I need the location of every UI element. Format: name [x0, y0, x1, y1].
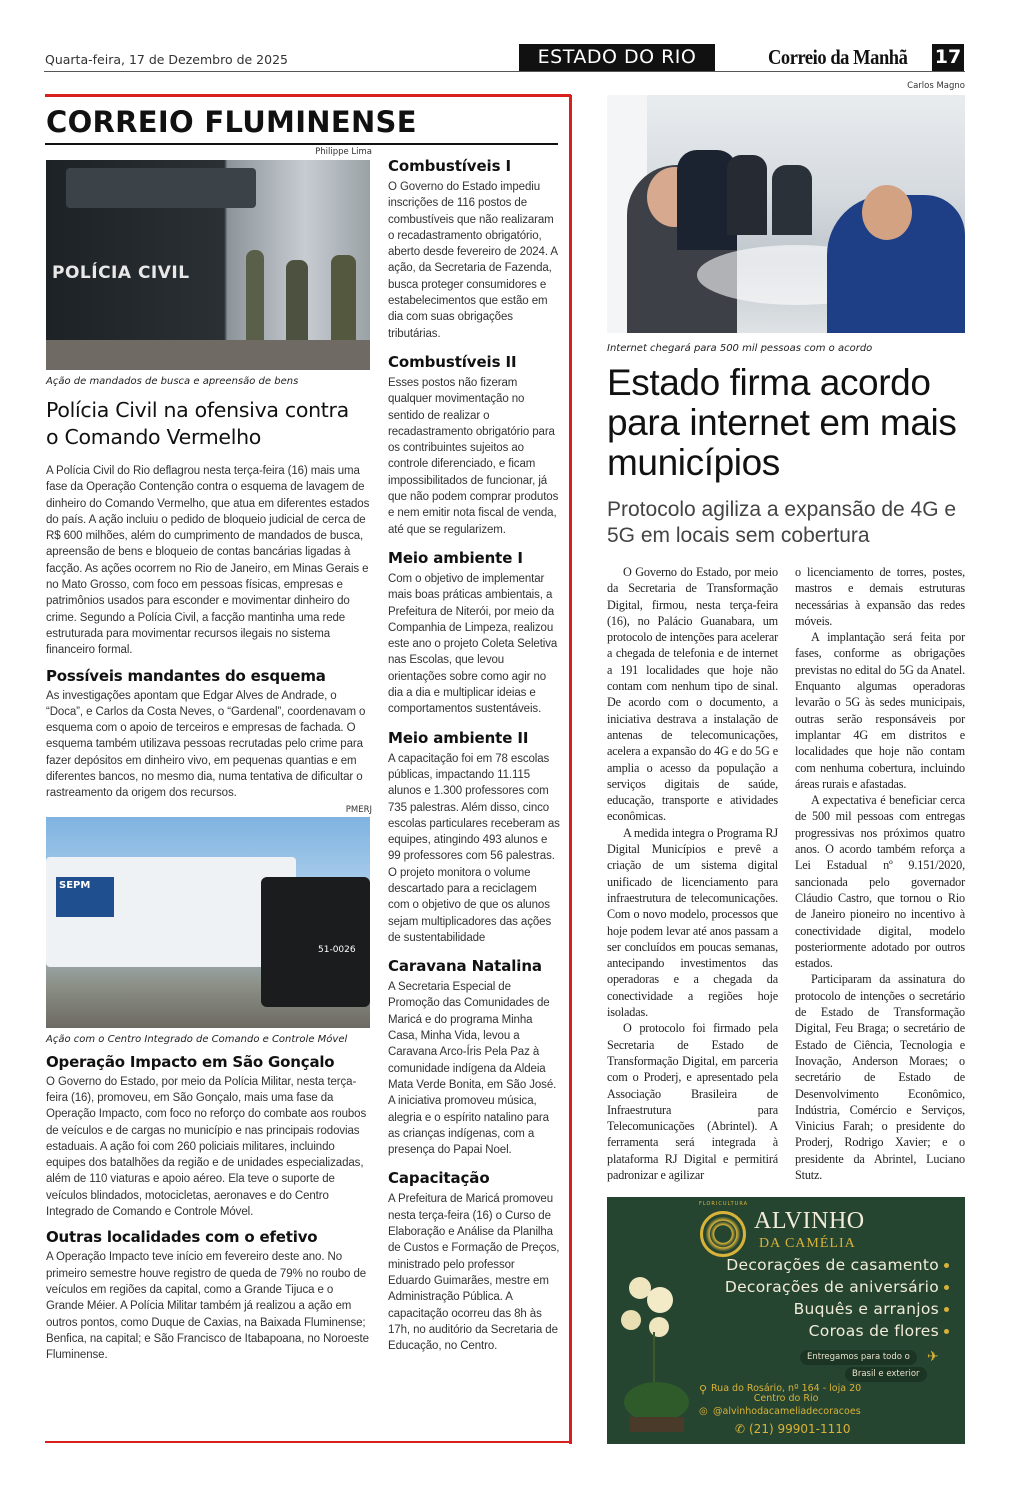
page-number: 17	[932, 44, 964, 71]
note-item	[388, 549, 560, 718]
note-text: Esses postos não fizeram qualquer movimentação no sentido de realizar o recadastramento obrigatório para os contribuintes sujeitos ao controle diferenciado, e ficam impossibilitados de funcionar, já que não podem comprar produtos e nem emitir nota fiscal de venda, até que se regularizem.	[388, 376, 559, 536]
paragraph: Participaram da assinatura do protocolo de intenções o secretário de Estado de Transformação Digital, Feu Braga; o secretário de Estado de Ciência, Tecnologia e Inovação, Anderson Moraes; o secretário de Estado de Desenvolvimento Econômico, Indústria, Comércio e Serviços, Vinicius Farah; o presidente do Proderj, Rodrigo Xavier; e o presidente da Abrintel, Luciano Stutz.	[795, 972, 965, 1182]
note-title: Capacitação	[388, 1169, 490, 1188]
left-column	[46, 147, 372, 1363]
service-label: Decorações de casamento	[726, 1256, 939, 1274]
truck-plate: 51-0026	[318, 944, 356, 955]
note-item	[388, 157, 560, 342]
note-title: Meio ambiente I	[388, 548, 523, 567]
paragraph: o licenciamento de torres, postes, mastros e demais estruturas necessárias à expansão das redes móveis.	[795, 565, 965, 628]
ad-service	[809, 1322, 949, 1341]
paragraph: O protocolo foi firmado pela Secretaria de Estado de Transformação Digital, em parceria com o Proderj, e apresentado pela Associação Brasileira de Infraestrutura para Telecomunicações (Abrintel). A ferramenta será integrada à plataforma RJ Digital e permitirá padronizar e agilizar	[607, 1021, 778, 1182]
newspaper-logo: Correio da Manhã	[768, 45, 908, 69]
ad-service	[794, 1300, 949, 1319]
article-body: A Polícia Civil do Rio deflagrou nesta terça-feira (16) mais uma fase da Operação Contenção contra o esquema de lavagem de dinheiro do Comando Vermelho, que atua em diferentes estados do país. A ação incluiu o pedido de bloqueio judicial de cerca de R$ 600 milhões, além do cumprimento de mandados de busca, apreensão de bens e bloqueio de contas bancárias ligadas à facção. As ações ocorrem no Rio de Janeiro, em Minas Gerais e no Mato Grosso, com foco em pessoas físicas, empresas e patrimônios usados para esconder e movimentar dinheiro do crime. Segundo a Polícia Civil, a facção mantinha uma rede estruturada para movimentar recursos ilegais no sistema financeiro formal.	[46, 465, 370, 657]
photo-credit: Carlos Magno	[907, 81, 965, 91]
article-deck: Protocolo agiliza a expansão de 4G e 5G em locais sem cobertura	[607, 498, 957, 547]
delivery-icon: ✈	[927, 1349, 939, 1365]
whatsapp-icon: ✆	[735, 1422, 746, 1436]
photo-credit: Philippe Lima	[315, 147, 372, 157]
note-title: Caravana Natalina	[388, 957, 542, 976]
photo-meeting	[607, 95, 965, 333]
section-title: CORREIO FLUMINENSE	[46, 105, 417, 139]
note-title: Combustíveis II	[388, 352, 517, 371]
article-headline: Estado firma acordo para internet em mais municípios	[607, 362, 957, 483]
note-text: A capacitação foi em 78 escolas públicas, impactando 11.115 alunos e 1.300 professores com 735 palestras. Além disso, cinco escolas particulares receberam as equipes, atingindo 493 alunos e 99 professores com 56 palestras. O projeto monitora o volume descartado para a reciclagem com o objetivo de que os alunos sejam multiplicadores das ações de sustentabilidade	[388, 752, 560, 944]
note-text: A Prefeitura de Maricá promoveu nesta terça-feira (16) o Curso de Elaboração e Análise da Planilha de Custos e Formação de Preços, ministrado pelo professor Eduardo Guimarães, mestre em Administração Pública. A capacitação ocorreu das 8h às 17h, no auditório da Secretaria de Educação, no Centro.	[388, 1193, 560, 1353]
service-label: Coroas de flores	[808, 1322, 939, 1340]
note-title: Combustíveis I	[388, 157, 512, 175]
paragraph: A expectativa é beneficiar cerca de 500 mil pessoas com entregas progressivas nos próximos quatro anos. O acordo também reforça a Lei Estadual nº 9.151/2020, sancionada pelo governador Cláudio Castro, que tornou o Rio de Janeiro pioneiro no incentivo à conectividade digital, modelo posteriormente adotado por outros estados.	[795, 793, 965, 971]
delivery-text: Brasil e exterior	[845, 1367, 927, 1382]
note-item	[388, 1169, 560, 1354]
article-column-1	[607, 564, 778, 1183]
address-line: Rua do Rosário, nº 164 - loja 20	[711, 1383, 862, 1394]
location-pin-icon: ⚲	[699, 1383, 708, 1396]
article-column-2	[795, 564, 965, 1183]
article-body: A Operação Impacto teve início em fevereiro deste ano. No primeiro semestre houve registro de queda de 79% no roubo de veículos em regiões da capital, como a Grande Tijuca e o Grande Méier. A Polícia Militar também já realizou a ação em outros pontos, como Duque de Caxias, na Baixada Fluminense; Benfica, na capital; e São Francisco de Itabapoana, no Noroeste Fluminense.	[46, 1251, 369, 1362]
notes-column	[388, 157, 560, 1365]
note-text: A Secretaria Especial de Promoção das Comunidades de Maricá e do programa Minha Casa, Minha Vida, levou a Caravana Arco-Íris Pela Paz à comunidade indígena da Aldeia Mata Verde Bonita, em São José. A iniciativa promoveu música, alegria e o espírito natalino para as crianças indígenas, com a presença do Papai Noel.	[388, 981, 557, 1157]
section-label: ESTADO DO RIO	[519, 44, 715, 71]
ad-brand-sub: DA CAMÉLIA	[759, 1236, 856, 1251]
photo-police-vehicle	[46, 160, 370, 370]
issue-date: Quarta-feira, 17 de Dezembro de 2025	[45, 52, 288, 67]
photo-command-center-truck	[46, 817, 370, 1028]
service-label: Decorações de aniversário	[724, 1278, 939, 1296]
address-line: Centro do Rio	[753, 1393, 819, 1404]
note-title: Meio ambiente II	[388, 728, 529, 747]
ad-brand: ALVINHO	[754, 1208, 865, 1234]
note-item	[388, 353, 560, 538]
photo-caption: Ação de mandados de busca e apreensão de bens	[46, 376, 299, 387]
note-text: Com o objetivo de implementar mais boas práticas ambientais, a Prefeitura de Niterói, por meio da Companhia de Limpeza, realizou este ano o projeto Coleta Seletiva nas Escolas, que levou orientações sobre como agir no dia a dia e multiplicar ideias e comportamentos sustentáveis.	[388, 572, 558, 716]
ad-service	[726, 1256, 949, 1275]
section-frame-top	[45, 94, 571, 97]
instagram-icon: ◎	[699, 1406, 708, 1417]
ad-address	[711, 1384, 861, 1404]
vehicle-label: POLÍCIA CIVIL	[52, 263, 190, 283]
service-label: Buquês e arranjos	[793, 1300, 939, 1318]
article-columns	[607, 564, 965, 1183]
photo-caption: Ação com o Centro Integrado de Comando e Controle Móvel	[46, 1033, 348, 1045]
delivery-text: Entregamos para todo o	[800, 1350, 917, 1365]
right-article	[607, 81, 965, 1183]
advertisement-florist[interactable]	[607, 1197, 965, 1444]
header-rule	[44, 71, 965, 72]
subheading: Operação Impacto em São Gonçalo	[46, 1052, 335, 1071]
section-frame-right	[569, 95, 572, 1444]
section-title-rule	[45, 143, 558, 145]
ad-instagram[interactable]: @alvinhodacameliadecoracoes	[713, 1406, 861, 1417]
article-body: As investigações apontam que Edgar Alves de Andrade, o “Doca”, e Carlos da Costa Neves, o “Gardenal”, coordenavam o esquema com o apoio de terceiros e empresas de fachada. O esquema também utilizava pessoas recrutadas pelo crime para fazer depósitos em dinheiro vivo, em pequenas quantias e em diferentes bancos, no mesmo dia, numa tentativa de dificultar o rastreamento da origem dos recursos.	[46, 689, 366, 800]
florist-logo-icon	[700, 1211, 746, 1257]
orchid-image	[619, 1272, 689, 1437]
article-headline: Polícia Civil na ofensiva contra o Comando Vermelho	[46, 398, 349, 449]
note-item	[388, 729, 560, 947]
ad-service	[725, 1278, 949, 1297]
photo-caption: Internet chegará para 500 mil pessoas com o acordo	[607, 343, 873, 354]
ad-phone[interactable]: (21) 99901-1110	[749, 1422, 851, 1436]
note-item	[388, 957, 560, 1158]
article-body: O Governo do Estado, por meio da Polícia Militar, nesta terça-feira (16), promoveu, em São Gonçalo, mais uma fase da Operação Impacto, com foco no reforço do combate aos roubos de veículos e de cargas no município e nas principais rodovias estaduais. A ação foi com 260 policiais militares, incluindo equipes dos batalhões da região e de unidades especializadas, além de 110 viaturas e apoio aéreo. Ela teve o suporte de veículos blindados, motocicletas, aeronaves e do Centro Integrado de Comando e Controle Móvel.	[46, 1075, 367, 1219]
subheading: Possíveis mandantes do esquema	[46, 666, 326, 685]
paragraph: A medida integra o Programa RJ Digital Municípios e prevê a criação de um sistema digital unificado de licenciamento para infraestrutura de telecomunicações. Com o novo modelo, processos que hoje podem levar até anos passam a ser concluídos em poucas semanas, antecipando investimentos das operadoras e a chegada da conectividade a regiões hoje isoladas.	[607, 825, 778, 1020]
section-frame-bottom	[45, 1441, 571, 1443]
photo-credit: PMERJ	[345, 804, 372, 815]
note-text: O Governo do Estado impediu inscrições de 116 postos de combustíveis que não realizaram o recadastramento obrigatório, aberto desde fevereiro de 2024. A ação, da Secretaria de Fazenda, busca proteger consumidores e estabelecimentos que estão em dia com suas obrigações tributárias.	[388, 181, 558, 340]
paragraph: O Governo do Estado, por meio da Secretaria de Transformação Digital, firmou, nesta terça-feira (16), no Palácio Guanabara, um protocolo de intenções para acelerar a chegada de telefonia e de internet a 191 localidades que hoje não contam com nenhum tipo de sinal. De acordo com o documento, a iniciativa destrava a instalação de antenas de telecomunicações, acelera a expansão do 4G e do 5G e amplia o acesso da população a serviços digitais de saúde, educação, transporte e atividades econômicas.	[607, 565, 778, 824]
paragraph: A implantação será feita por fases, conforme as obrigações previstas no edital do 5G da Anatel. Enquanto algumas operadoras levarão o 5G às sedes municipais, outras serão responsáveis por implantar 4G em distritos e localidades que hoje não contam com nenhuma cobertura, incluindo áreas rurais e afastadas.	[795, 630, 965, 791]
subheading: Outras localidades com o efetivo	[46, 1228, 318, 1247]
truck-label: SEPM	[56, 877, 114, 917]
logo-arc-text: FLORICULTURA	[699, 1201, 749, 1207]
